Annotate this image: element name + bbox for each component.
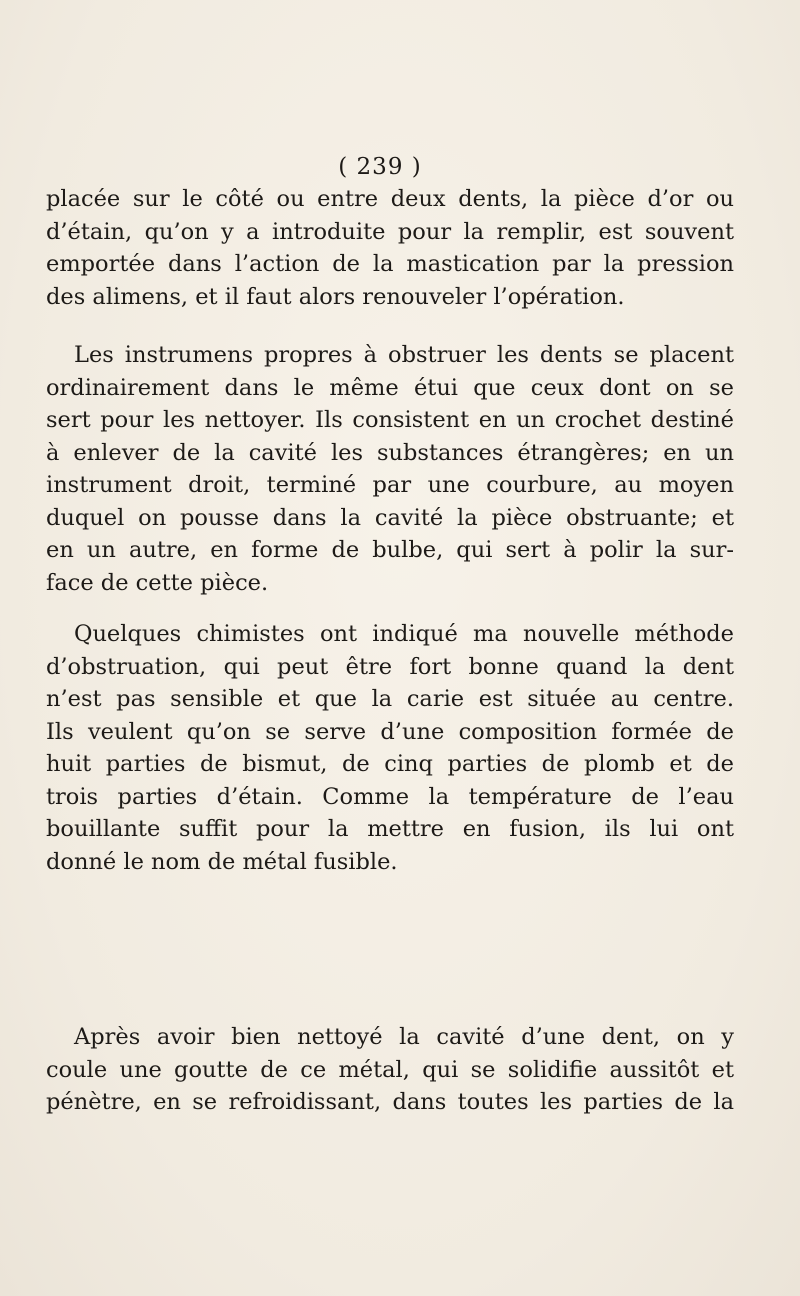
text-line: duquel on pousse dans la cavité la pièce obstruante; et	[46, 504, 734, 531]
text-line: d’obstruation, qui peut être fort bonne quand la dent	[46, 653, 734, 680]
text-line: coule une goutte de ce métal, qui se solidifie aussitôt et	[46, 1056, 734, 1083]
text-line: huit parties de bismut, de cinq parties de plomb et de	[46, 751, 734, 777]
text-line: n’est pas sensible et que la carie est située au centre.	[46, 686, 734, 712]
text-line: ordinairement dans le même étui que ceux dont on se	[46, 374, 734, 401]
text-line: à enlever de la cavité les substances étrangères; en un	[46, 439, 734, 466]
page-number: ( 239 )	[338, 154, 422, 180]
text-line: des alimens, et il faut alors renouveler l’opération.	[46, 283, 625, 310]
paragraph-3	[46, 618, 734, 878]
text-line: placée sur le côté ou entre deux dents, la pièce d’or ou	[46, 186, 734, 212]
text-line: bouillante suffit pour la mettre en fusion, ils lui ont	[46, 816, 734, 842]
text-line: en un autre, en forme de bulbe, qui sert à polir la sur-	[46, 537, 734, 563]
text-line: sert pour les nettoyer. Ils consistent en un crochet destiné	[46, 407, 734, 433]
text-line: pénètre, en se refroidissant, dans toutes les parties de la	[46, 1089, 734, 1115]
text-line: d’étain, qu’on y a introduite pour la remplir, est souvent	[46, 218, 734, 245]
paragraph-4	[46, 1021, 734, 1119]
text-line: Ils veulent qu’on se serve d’une composition formée de	[46, 718, 734, 745]
text-line: trois parties d’étain. Comme la température de l’eau	[46, 783, 734, 810]
paragraph-1	[46, 183, 734, 313]
text-line: donné le nom de métal fusible.	[46, 848, 398, 875]
text-line: instrument droit, terminé par une courbure, au moyen	[46, 472, 734, 498]
text-line: Après avoir bien nettoyé la cavité d’une dent, on y	[74, 1024, 734, 1050]
text-line: face de cette pièce.	[46, 569, 269, 596]
text-line: Quelques chimistes ont indiqué ma nouvelle méthode	[74, 621, 734, 647]
text-line: Les instrumens propres à obstruer les dents se placent	[74, 342, 734, 368]
paragraph-2	[46, 339, 734, 599]
text-line: emportée dans l’action de la mastication par la pression	[46, 251, 734, 277]
